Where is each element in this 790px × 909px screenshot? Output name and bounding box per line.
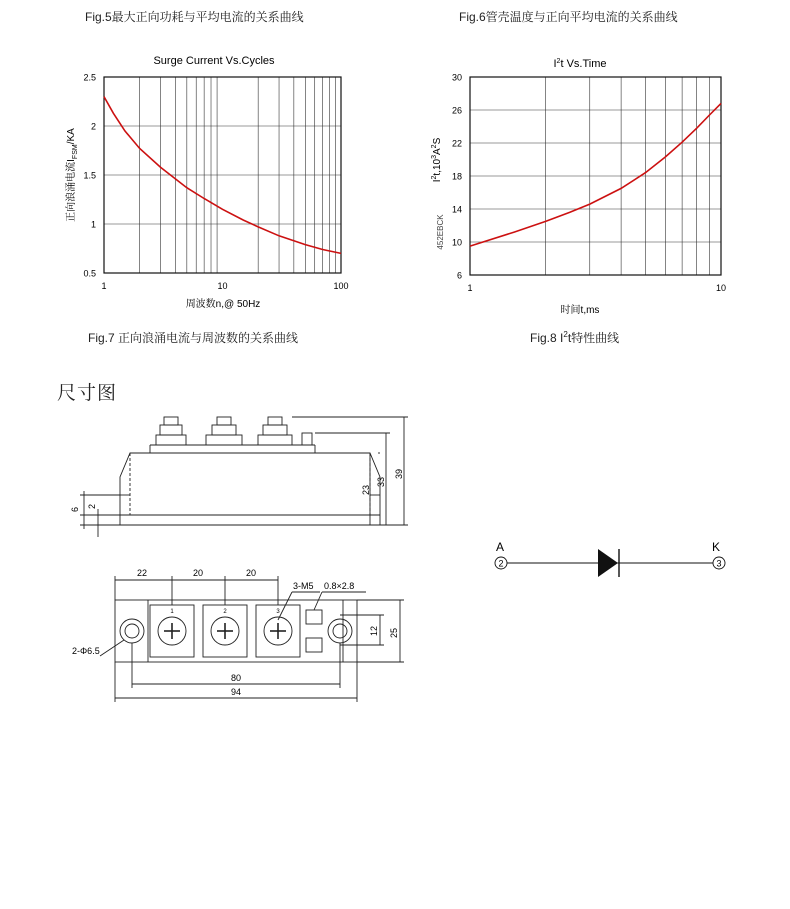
chart1-ytick: 0.5 [83,268,96,279]
chart2-title-prefix: I [553,58,557,70]
side-view-drawing [60,405,420,545]
chart1-xlabel: 周波数n,@ 50Hz [185,299,261,310]
chart2-ylabel-sup2: 3 [431,154,438,159]
chart1-ylabel-main: 正向浪涌电流I [66,159,77,222]
surge-current-chart [0,40,395,320]
chart2-ytick: 26 [451,105,462,116]
chart1-ticks [83,73,348,292]
chart2-title-suffix: t Vs.Time [560,58,607,70]
terminal-mark-2: 2 [223,609,227,615]
side-terminal-3 [258,417,292,445]
chart2-xtick: 1 [467,283,473,293]
fig8-caption-sup: 2 [563,330,568,339]
section-title: 尺寸图 [57,383,118,404]
side-terminal-1 [156,417,186,445]
anode-label: A [496,540,505,554]
anode-pin: 2 [498,558,504,569]
dim-h33: 33 [376,476,386,487]
chart1-ylabel-sub: FSM [72,144,79,160]
fig5-caption: Fig.5最大正向功耗与平均电流的关系曲线 [85,10,304,24]
chart2-ylabel [431,137,443,182]
fig8-caption-suffix: t特性曲线 [567,331,620,345]
dim-h2: 2 [87,503,97,509]
dim-w22: 22 [136,568,148,578]
dim-h25: 25 [389,627,399,638]
chart2-ytick: 14 [451,204,462,215]
mount-hole-left [120,619,144,643]
chart1-ylabel-unit: /KA [66,128,77,145]
chart1-title: Surge Current Vs.Cycles [153,55,275,67]
chart2-ytick: 30 [451,72,462,83]
dim-w80: 80 [230,673,242,683]
dim-tab: 0.8×2.8 [324,581,355,591]
mount-hole-right [328,619,352,643]
dim-h23: 23 [361,484,371,495]
diode-symbol [490,535,730,580]
chart2-ticks [452,73,726,294]
dim-w94: 94 [230,687,242,697]
mount-hole-right-inner [333,624,347,638]
dim-w20b: 20 [245,568,257,578]
dim-screw: 3-M5 [293,581,314,591]
chart1-xtick: 100 [333,281,349,291]
dim-w20a: 20 [192,568,204,578]
screw-crosses [164,623,286,639]
chart2-ylabel-sup1: 2 [431,175,438,180]
chart2-xlabel: 时间t,ms [560,305,600,316]
control-tab-bottom [306,638,322,652]
side-terminal-2 [206,417,242,445]
leader-hole [100,640,124,656]
leader-screw-diag [278,592,292,620]
dim-h6: 6 [70,506,80,512]
cathode-label: K [712,540,721,554]
chart2-side-label: 452EBCK [436,214,445,250]
dim-h39: 39 [394,468,404,479]
cathode-pin: 3 [716,558,722,569]
dim-h12: 12 [369,625,379,636]
fig6-caption: Fig.6管壳温度与正向平均电流的关系曲线 [459,10,678,24]
chart1-ytick: 1 [90,219,96,230]
side-body-outline [120,453,380,525]
chart2-ytick: 18 [451,171,462,182]
chart2-title-sup: 2 [556,58,561,65]
side-tab [302,433,312,445]
mount-hole-left-inner [125,624,139,638]
control-tab-top [306,610,322,624]
chart2-ylabel-mid: t,10 [432,158,443,176]
chart2-xtick: 10 [715,283,727,293]
chart2-ytick: 6 [456,270,462,281]
chart2-ytick: 10 [451,237,462,248]
chart2-series-line [470,103,721,246]
chart1-ylabel [64,128,79,222]
chart2-ytick: 22 [451,138,462,149]
fig7-caption: Fig.7 正向浪涌电流与周波数的关系曲线 [88,331,299,345]
diode-triangle-icon [598,549,618,577]
leader-tab-diag [314,592,322,610]
terminal-mark-1: 1 [170,609,174,615]
chart2-ylabel-main: I [432,179,443,183]
chart1-ytick: 2 [90,121,96,132]
chart2-grid [470,77,721,275]
fig8-caption-prefix: Fig.8 I [530,331,564,345]
chart2-ylabel-end: A [432,148,443,155]
i2t-chart [395,40,790,320]
chart1-xtick: 1 [101,281,107,291]
chart2-ylabel-sup3: 2 [431,144,438,149]
chart2-ylabel-tail: S [432,137,443,145]
terminal-mark-3: 3 [276,609,280,615]
chart1-ytick: 1.5 [83,170,96,181]
fig8-caption [530,329,619,346]
top-body-outline [115,600,357,662]
chart2-title [553,58,606,70]
chart1-ytick: 2.5 [83,72,96,83]
dim-hole: 2-Φ6.5 [72,646,100,656]
chart1-grid [104,77,341,273]
top-view-drawing [60,560,420,710]
chart1-xtick: 10 [217,281,228,291]
